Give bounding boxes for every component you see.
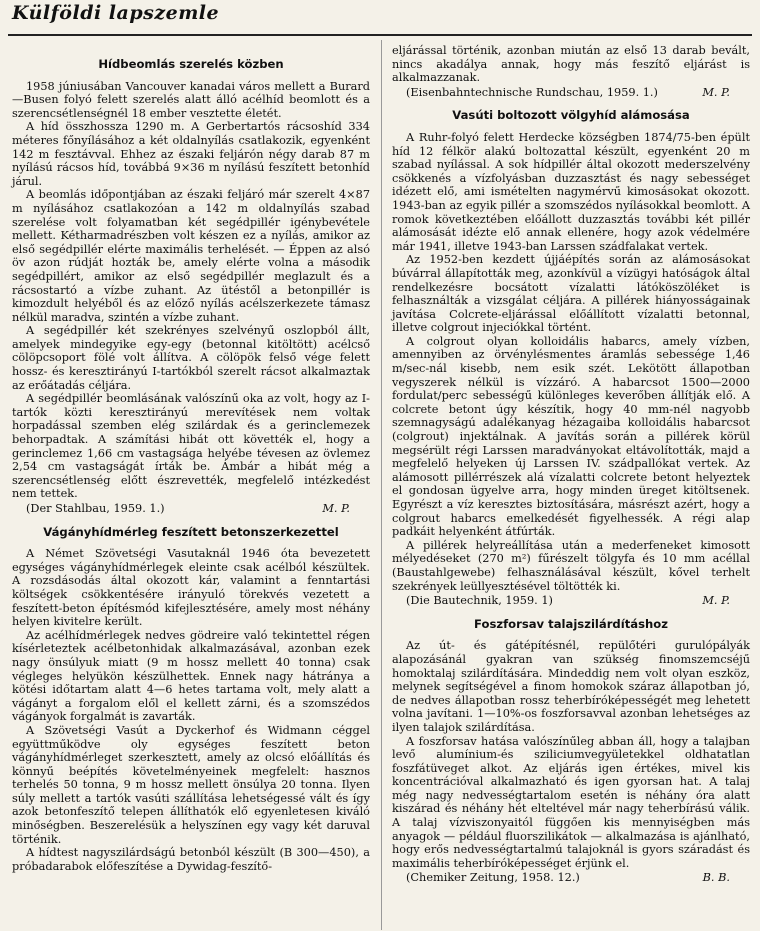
paragraph: Az 1952-ben kezdett újjáépítés során az alámosásokat búvárral állapították meg, azonkívül a vízügyi hatóságok által rendelkezésre bocsátott vízalatti látóköszöléket is felhasználták a vizsgálat céljára. A pillérek hiányosságainak javítása Colcrete-eljárással előállított vízalatti betonnal, illetve colgrout injeciókkal történt. (392, 253, 750, 335)
paragraph: A segédpillér két szekrényes szelvényű oszlopból állt, amelyek mindegyike egy-egy (betonnal kitöltött) acélcső cölöpcsoport fölé volt állítva. A cölöpök felső vége felett hossz- és keresztirányú I-tartókból szerelt rácsot alkalmaztak az erőátadás céljára. (12, 324, 370, 392)
section-header: Külföldi lapszemle (12, 2, 220, 24)
source-line (392, 86, 750, 100)
paragraph: A beomlás időpontjában az északi feljáró már szerelt 4×87 m nyílásához csatlakozóan a 142 m oldalnyílás szabad szerelése volt folyamatban két segédpillér igénybevétele mellett. Kétharmadrészben volt készen ez a nyílás, amikor az első segédpillér elérte maximális terhelését. — Éppen az alsó öv azon rúdját hozták be, amely elérte volna a második segédpillért, amikor az első segédpillér meglazult és a rácsostartó a vízbe zuhant. Az ütéstől a betonpillér is kimozdult helyéből és az előző nyílás acélszerkezete támasz nélkül maradva, szintén a vízbe zuhant. (12, 188, 370, 324)
paragraph: A Ruhr-folyó felett Herdecke községben 1874/75-ben épült híd 12 félkör alakú boltozattal készült, egyenként 20 m szabad nyílással. A sok hídpillér által okozott mederszelvény csökkenés a vízfolyásban duzzasztást és nagy sebességet idézett elő, ami ismételten nagymérvű kimosásokat okozott. 1943-ban az egyik pillér a szomszédos nyílásokkal beomlott. A romok következtében előállott duzzasztás további két pillér alámosását idézte elő annak ellenére, hogy azok védelmére már 1941, illetve 1943-ban Larssen szádfalakat vertek. (392, 130, 750, 253)
paragraph: Az út- és gátépítésnél, repülőtéri gurulópályák alapozásánál gyakran van szükség finomszemcséjű homoktalaj szilárdítására. Mindeddig nem volt olyan eszköz, melynek segítségével a finom homokok száraz állapotban jó, de nedves állapotban rossz teherbíróképességét meg lehetett volna javítani. 1—10%-os foszforsavval azonban lehetséges az ilyen talajok szilárdítása. (392, 639, 750, 734)
paragraph: A segédpillér beomlásának valószínű oka az volt, hogy az I-tartók közti keresztirányú merevítések nem voltak horpadással szemben elég szilárdak és a gerinclemezek behorpadtak. A számítási hibát ott követték el, hogy a gerinclemez 1,66 cm vastagsága helyébe tévesen az övlemez 2,54 cm vastagságát írták be. Ámbár a hibát még a szerencsétlenség előtt észrevették, megfelelő intézkedést nem tettek. (12, 392, 370, 501)
article-title: Foszforsav talajszilárdításhoz (474, 616, 668, 631)
author-initials: M. P. (702, 594, 730, 608)
right-column (392, 44, 750, 885)
left-column (12, 44, 370, 873)
header-rule (8, 34, 752, 36)
source-citation: (Eisenbahntechnische Rundschau, 1959. 1.) (406, 85, 658, 99)
paragraph: Az acélhídmérlegek nedves gödreire való tekintettel régen kísérleteztek acélbetonhidak alkalmazásával, azonban ezek nagy önsúlyuk miatt (9 m hossz mellett 40 tonna) csak végleges helyükön készülhettek. Ennek nagy hátránya a kötési időtartam alatt 4—6 hetes tartama volt, mely alatt a vágányt a forgalom elől el kellett zárni, és a szomszédos vágányok forgalmát is zavarták. (12, 628, 370, 724)
author-initials: B. B. (702, 871, 730, 885)
article-title: Vasúti boltozott völgyhíd alámosása (452, 108, 690, 123)
source-citation: (Der Stahlbau, 1959. 1.) (26, 502, 165, 515)
article-title: Vágányhídmérleg feszített betonszerkezettel (43, 524, 339, 539)
source-line (392, 594, 750, 608)
paragraph: A hídtest nagyszilárdságú betonból készült (B 300—450), a próbadarabok előfeszítése a Dywidag-feszítő- (12, 846, 370, 873)
paragraph: A colgrout olyan kolloidális habarcs, amely vízben, amennyiben az örvénylésmentes áramlás sebessége 1,46 m/sec-nál kisebb, nem esik szét. Lekötött állapotban vegyszerek nélkül is vízzáró. A habarcsot 1500—2000 fordulat/perc sebességű különleges keverőben állítják elő. A colcrete betont úgy készítik, hogy 40 mm-nél nagyobb szemnagyságú adalékanyag hézagaiba kolloidális habarcsot (colgrout) injektálnak. A javítás során a pillérek körül megsérült régi Larssen maradványokat eltávolították, majd a megfelelő helyeken új Larssen IV. szádpallókat vertek. Az alámosott pillérrészek alá vízalatti colcrete betont helyeztek el gondosan ügyelve arra, hogy minden üreget kitöltsenek. Egyrészt a víz keresztes biztosítására, másrészt azért, hogy a colgrout habarcs emelkedését figyelhessék. A régi alap padkáit helyenként átfúrták. (392, 334, 750, 539)
paragraph: A Szövetségi Vasút a Dyckerhof és Widmann céggel együttműködve oly egységes feszített beton vágányhídmérleget szerkesztett, amely az olcsó előállítás és könnyű beépítés követelményeinek megfelelt: hasznos terhelés 50 tonna, 9 m hossz mellett önsúlya 20 tonna. Ilyen súly mellett a tartók vasúti szállítása lehetségessé vált és így azok betonfeszítő telepen állíthatók elő egyenletesen kiváló minőségben. Beszerelésük a helyszínen egy vagy két daruval történik. (12, 723, 370, 846)
paragraph: A pillérek helyreállítása után a mederfeneket kimosott mélyedéseket (270 m²) fűrészelt tölgyfa és 10 mm acéllal (Baustahlgewebe) felhasználásával készült, kővel terhelt szekrények leüllyesztésével töltötték ki. (392, 538, 750, 593)
source-line (12, 502, 370, 516)
author-initials: M. P. (702, 85, 730, 99)
paragraph: 1958 júniusában Vancouver kanadai város mellett a Burard—Busen folyó felett szerelés alatt álló acélhíd beomlott és a szerencsétlenségnél 18 ember vesztette életét. (12, 79, 370, 120)
author-initials: M. P. (322, 502, 350, 515)
article-title: Hídbeomlás szerelés közben (98, 57, 284, 71)
paragraph: eljárással történik, azonban miután az első 13 darab bevált, nincs akadálya annak, hogy más feszítő eljárást is alkalmazzanak. (392, 44, 750, 85)
paragraph: A foszforsav hatása valószínűleg abban áll, hogy a talajban levő alumínium-és sziliciumvegyületekkel oldhatatlan foszfátüveget alkot. Az eljárás igen értékes, mivel kis koncentrációval alkalmazható és igen gyorsan hat. A talaj még nagy nedvességtartalom esetén is néhány óra alatt kiszárad és néhány hét elteltével már nagy teherbírású válik. A talaj vízviszonyaitól függően kis mennyiségben más anyagok — például fluorszilikátok — alkalmazása is ajánlható, hogy erős nedvességtartalmú talajoknál is gyors száradást és maximális teherbíróképességet érjünk el. (392, 734, 750, 870)
source-line (392, 871, 750, 885)
paragraph: A Német Szövetségi Vasutaknál 1946 óta bevezetett egységes vágányhídmérlegek eleinte csak acélból készültek. A rozsdásodás által okozott kár, valamint a fenntartási költségek csökkentésére irányuló törekvés vezetett a feszített-beton építésmód kifejlesztésére, amely most néhány helyen kivitelre került. (12, 547, 370, 629)
paragraph: A híd összhossza 1290 m. A Gerbertartós rácsoshíd 334 méteres főnyílásához a két oldalnyílás csatlakozik, egyenként 142 m fesztávval. Ehhez az északi feljárón négy darab 87 m nyílású rácsos híd, továbbá 9×36 m nyílású feszített betonhíd járul. (12, 120, 370, 188)
column-divider (381, 40, 382, 930)
source-citation: (Chemiker Zeitung, 1958. 12.) (406, 871, 580, 885)
source-citation: (Die Bautechnik, 1959. 1) (406, 594, 553, 608)
